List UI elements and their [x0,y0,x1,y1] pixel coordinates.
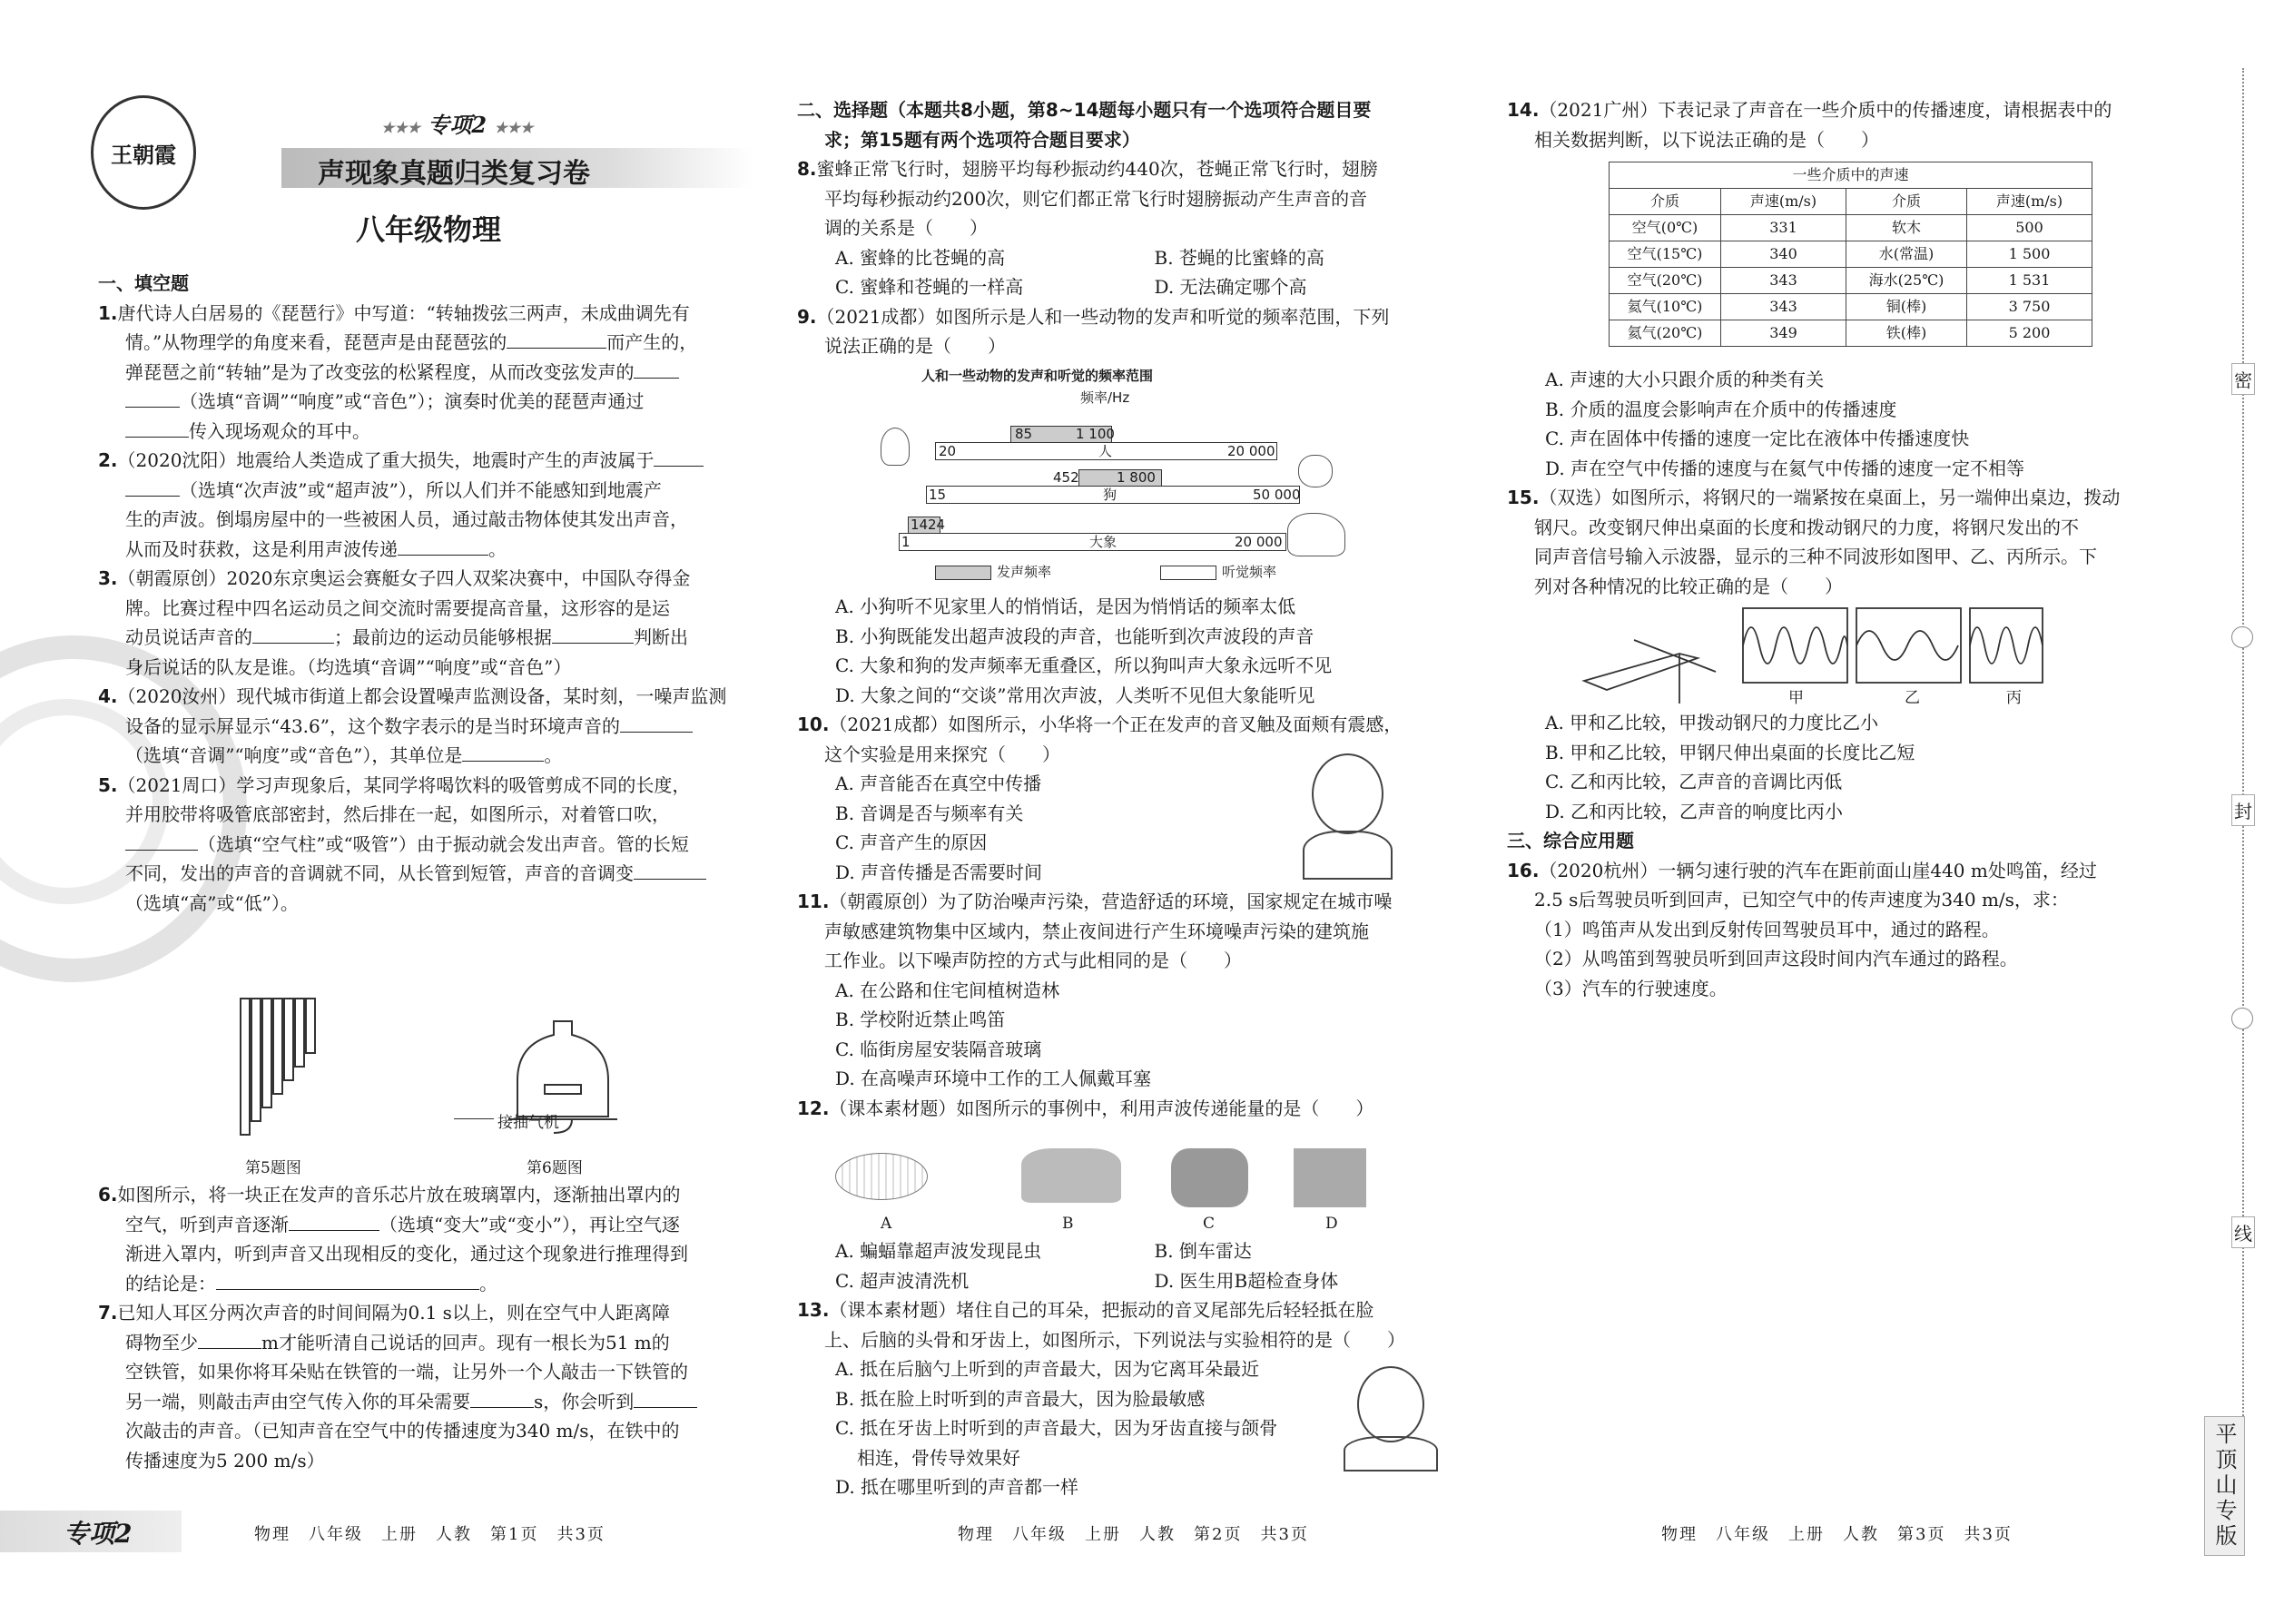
boy-head-icon [1357,1366,1424,1442]
binding-label-1: 密 [2231,363,2255,395]
legend-voice-swatch [935,566,991,580]
q15-option-c[interactable]: C. 乙和丙比较，乙声音的音调比丙低 [1545,771,1843,792]
figure-5-caption: 第5题图 [245,1159,301,1177]
table-header-row [1610,189,2092,215]
column-3-lower: A. 甲和乙比较，甲拨动钢尺的力度比乙小 B. 甲和乙比较，甲钢尺伸出桌面的长度比乙短 C. 乙和丙比较，乙声音的音调比丙低 D. 乙和丙比较，乙声音的响度比丙小 三、综合应用题 16.（2020杭州）一辆匀速行驶的汽车在距前面山崖440 m处鸣笛，经过 2.5 s后驾驶员听到回声，已知空气中的传声速度为340 m/s，求： （1）鸣笛声从发出到反射传回驾驶员耳中，通过的路程。 （2）从鸣笛到驾驶员听到回声这段时间内汽车通过的路程。 （3）汽车的行驶速度。 [1507,708,2179,1003]
blank[interactable] [634,358,679,379]
edition-label: 平顶山专版 [2204,1416,2245,1556]
frequency-chart [871,368,1344,590]
person-icon [881,428,910,466]
blank[interactable] [654,446,704,467]
section2-heading-2: 求；第15题有两个选项符合题目要求） [824,128,1140,151]
q15-ruler-and-waveforms [1580,604,2052,713]
q13: 13.（课本素材题）堵住自己的耳朵，把振动的音叉尾部先后轻轻抵在脸 [797,1299,1374,1321]
fig-d-label: D [1325,1215,1338,1233]
q10-option-a[interactable]: A. 声音能否在真空中传播 [835,773,1042,794]
page-subtitle: 八年级物理 [356,212,502,247]
q12-option-c[interactable]: C. 超声波清洗机 [835,1269,970,1292]
column-3: 14.（2021广州）下表记录了声音在一些介质中的传播速度，请根据表中的 相关数据判断，以下说法正确的是（ ） [1507,95,2179,154]
blank[interactable] [252,623,334,644]
binding-label-2: 封 [2231,794,2255,826]
table-row: 氦气(20℃) 349 铁(棒) 5 200 [1610,320,2092,347]
q9-option-c[interactable]: C. 大象和狗的发声频率无重叠区，所以狗叫声大象永远听不见 [835,655,1333,676]
figure-6-caption: 第6题图 [527,1159,583,1177]
table-caption: 一些介质中的声速 [1610,162,2092,189]
blank[interactable] [552,623,634,644]
q1: 1.唐代诗人白居易的《琵琶行》中写道：“转轴拨弦三两声，未成曲调先有 [98,301,690,324]
blank[interactable] [634,1387,697,1408]
table-header: 声速(m/s) [1721,189,1846,215]
dog-hear-min: 15 [929,487,947,503]
elephant-voice-max: 24 [928,517,946,533]
blank[interactable] [470,1387,534,1408]
q9-option-d[interactable]: D. 大象之间的“交谈”常用次声波，人类听不见但大象能听见 [835,684,1315,706]
q14-option-d[interactable]: D. 声在空气中传播的速度与在氦气中传播的速度一定不相等 [1545,457,2025,479]
elephant-hear-max: 20 000 [1235,534,1283,550]
q15-option-a[interactable]: A. 甲和乙比较，甲拨动钢尺的力度比乙小 [1545,712,1879,733]
girl-head-icon [1312,753,1383,834]
person-voice-min: 85 [1015,426,1033,442]
section3-heading: 三、综合应用题 [1507,830,1634,851]
legend-hear-label: 听觉频率 [1222,564,1277,580]
q11-option-d[interactable]: D. 在高噪声环境中工作的工人佩戴耳塞 [835,1068,1152,1089]
blank[interactable] [620,712,693,733]
blank[interactable] [634,859,706,880]
blank[interactable] [125,417,189,438]
q11-option-b[interactable]: B. 学校附近禁止鸣笛 [835,1009,1006,1030]
doctor-icon [1294,1148,1366,1207]
q12-option-a[interactable]: A. 蝙蝠靠超声波发现昆虫 [835,1240,1042,1262]
figure-5-straws [227,989,372,1144]
section1-heading: 一、填空题 [98,272,189,294]
table-header: 声速(m/s) [1967,189,2092,215]
blank[interactable] [198,1328,261,1349]
blank[interactable] [398,535,488,556]
waveform-c-label: 丙 [2006,689,2022,707]
q11-option-c[interactable]: C. 临街房屋安装隔音玻璃 [835,1038,1042,1060]
waveform-a-label: 甲 [1788,689,1804,707]
logo [91,95,196,210]
fig-a-label: A [881,1215,892,1233]
q8-option-a[interactable]: A. 蜜蜂的比苍蝇的高 [835,246,1006,269]
person-hear-max: 20 000 [1227,443,1275,459]
q6: 6.如图所示，将一块正在发声的音乐芯片放在玻璃罩内，逐渐抽出罩内的 [98,1184,681,1206]
blank[interactable] [462,741,544,762]
elephant-hear-min: 1 [901,534,911,550]
person-voice-max: 1 100 [1076,426,1115,442]
car-icon [1021,1148,1121,1203]
q2: 2.（2020沈阳）地震给人类造成了重大损失，地震时产生的声波属于 [98,446,761,476]
table-header: 介质 [1846,189,1967,215]
chart-title: 人和一些动物的发声和听觉的频率范围 [921,368,1154,384]
binding-circle-1 [2231,626,2253,648]
q13-option-b[interactable]: B. 抵在脸上时听到的声音最大，因为脸最敏感 [835,1387,1206,1410]
q15-option-b[interactable]: B. 甲和乙比较，甲钢尺伸出桌面的长度比乙短 [1545,741,1915,763]
q13-option-c[interactable]: C. 抵在牙齿上时听到的声音最大，因为牙齿直接与颌骨 [835,1417,1278,1439]
q11: 11.（朝霞原创）为了防治噪声污染，营造舒适的环境，国家规定在城市噪 [797,891,1393,912]
table-row: 空气(20℃) 343 海水(25℃) 1 531 [1610,268,2092,294]
elephant-icon [1287,513,1345,556]
q3: 3.（朝霞原创）2020东京奥运会赛艇女子四人双桨决赛中，中国队夺得金 [98,567,691,589]
table-header: 介质 [1610,189,1721,215]
q11-option-a[interactable]: A. 在公路和住宅间植树造林 [835,979,1060,1001]
person-hear-min: 20 [939,443,957,459]
table-row: 空气(15℃) 340 水(常温) 1 500 [1610,241,2092,268]
q10-option-c[interactable]: C. 声音产生的原因 [835,832,988,853]
dog-hear-max: 50 000 [1253,487,1301,503]
column-1-lower: 6.如图所示，将一块正在发声的音乐芯片放在玻璃罩内，逐渐抽出罩内的 空气，听到声音逐渐 （选填“变大”或“变小”），再让空气逐 渐进入罩内，听到声音又出现相反的变化，通过这个现象进行推理得到 的结论是： 。 7.已知人耳区分两次声音的时间间隔为0.1 s以上，则在空气中人距离障 碍物至少 m才能听清自己说话的回声。现有一根长为51 m的 空铁管，如果你将耳朵贴在铁管的一端，让另外一个人敲击一下铁管的 另一端，则敲击声由空气传入你的耳朵需要 s，你会听到 次敲击的声音。（已知声音在空气中的传播速度为340 m/s，在铁中的 传播速度为5 200 m/s） [98,1180,761,1475]
dog-icon [1298,455,1333,487]
q14: 14.（2021广州）下表记录了声音在一些介质中的传播速度，请根据表中的 [1507,99,2112,121]
dog-voice-min: 452 [1053,469,1079,486]
q7: 7.已知人耳区分两次声音的时间间隔为0.1 s以上，则在空气中人距离障 [98,1302,670,1324]
q4: 4.（2020汝州）现代城市街道上都会设置噪声监测设备，某时刻，一噪声监测 [98,685,727,707]
footer-badge: 专项2 [0,1511,182,1552]
blank[interactable] [125,387,180,408]
figure-6-label: 接抽气机 [497,1114,559,1132]
series-label: 专项2 [428,112,487,138]
q8-option-b[interactable]: B. 苍蝇的比蜜蜂的高 [1154,246,1324,269]
footer-page-2: 物理 八年级 上册 人教 第2页 共3页 [958,1525,1309,1544]
legend-voice-label: 发声频率 [997,564,1052,580]
footer-page-1: 物理 八年级 上册 人教 第1页 共3页 [254,1525,605,1544]
cleaner-icon [1171,1148,1248,1207]
binding-label-3: 线 [2231,1216,2255,1248]
q9: 9.（2021成都）如图所示是人和一些动物的发声和听觉的频率范围，下列 [797,305,1390,328]
q9-option-b[interactable]: B. 小狗既能发出超声波段的声音，也能听到次声波段的声音 [835,625,1314,647]
section2-heading-1: 二、选择题（本题共8小题，第8~14题每小题只有一个选项符合题目要 [797,99,1372,121]
q13-boy-figure [1344,1362,1434,1471]
chart-unit: 频率/Hz [1080,389,1130,406]
q12-option-d[interactable]: D. 医生用B超检查身体 [1154,1269,1339,1292]
waveform-b-label: 乙 [1905,689,1920,707]
q9-option-a[interactable]: A. 小狗听不见家里人的悄悄话，是因为悄悄话的频率太低 [835,595,1296,617]
bat-icon [835,1153,928,1200]
column-1: 一、填空题 1.唐代诗人白居易的《琵琶行》中写道：“转轴拨弦三两声，未成曲调先有 情。”从物理学的角度来看，琵琶声是由琵琶弦的 而产生的， 弹琵琶之前“转轴”是为了改变弦的松紧程度，从而改变弦发声的 （选填“音调”“响度”或“音色”）；演奏时优美的琵琶声通过 传入现场观众的耳中。 2.（2020沈阳）地震给人类造成了重大损失，地震时产生的声波属于 （选填“次声波”或“超声波”），所以人们并不能感知到地震产 生的声波。倒塌房屋中的一些被困人员，通过敲击物体使其发出声音， 从而及时获救，这是利用声波传递 。 3.（朝霞原创）2020东京奥运会赛艇女子四人双桨决赛中，中国队夺得金 牌。比赛过程中四名运动员之间交流时需要提高音量，这形容的是运 动员说话声音的 ；最前边的运动员能够根据 判断出 身后说话的队友是谁。（均选填“音调”“响度”或“音色”） 4.（2020汝州）现代城市街道上都会设置噪声监测设备，某时刻，一噪声监测 设备的显示屏显示“43.6”，这个数字表示的是当时环境声音的 （选填“音调”“响度”或“音色”），其单位是 。 5.（2021周口）学习声现象后，某同学将喝饮料的吸管剪成不同的长度， 并用胶带将吸管底部密封，然后排在一起，如图所示，对着管口吹， （选填“空气柱”或“吸管”）由于振动就会发出声音。管的长短 不同，发出的声音的音调就不同，从长管到短管，声音的音调变 （选填“高”或“低”）。 [98,269,761,918]
speed-table [1609,162,2092,347]
column-3-mid: A. 声速的大小只跟介质的种类有关 B. 介质的温度会影响声在介质中的传播速度 C. 声在固体中传播的速度一定比在液体中传播速度快 D. 声在空气中传播的速度与在氦气中传播的速度一定不相等 15.（双选）如图所示，将钢尺的一端紧按在桌面上，另一端伸出桌边，拨动 钢尺。改变钢尺伸出桌面的长度和拨动钢尺的力度，将钢尺发出的不 同声音信号输入示波器，显示的三种不同波形如图甲、乙、丙所示。下 列对各种情况的比较正确的是（ ） [1507,365,2179,601]
q12-figures [822,1135,1384,1235]
stars-right: ★★★ [494,119,534,136]
dog-name: 狗 [1103,487,1117,503]
blank[interactable] [125,476,180,497]
q16: 16.（2020杭州）一辆匀速行驶的汽车在距前面山崖440 m处鸣笛，经过 [1507,859,2097,881]
q14-option-b[interactable]: B. 介质的温度会影响声在介质中的传播速度 [1545,398,1897,420]
table-row: 空气(0℃) 331 软木 500 [1610,215,2092,241]
q12: 12.（课本素材题）如图所示的事例中，利用声波传递能量的是（ ） [797,1097,1374,1119]
legend-hear-swatch [1160,566,1216,580]
person-name: 人 [1098,443,1113,459]
q15: 15.（双选）如图所示，将钢尺的一端紧按在桌面上，另一端伸出桌边，拨动 [1507,487,2121,508]
q13-option-d[interactable]: D. 抵在哪里听到的声音都一样 [835,1476,1079,1498]
table-row: 氦气(10℃) 343 铜(棒) 3 750 [1610,294,2092,320]
column-2-lower: A. 蝙蝠靠超声波发现昆虫 B. 倒车雷达 C. 超声波清洗机 D. 医生用B超检查身体 13.（课本素材题）堵住自己的耳朵，把振动的音叉尾部先后轻轻抵在脸 上、后脑的头骨和牙齿上，如图所示，下列说法与实验相符的是（ ） A. 抵在后脑勺上听到的声音最大，因为它离耳朵最近 B. 抵在脸上时听到的声音最大，因为脸最敏感 C. 抵在牙齿上时听到的声音最大，因为牙齿直接与颌骨 相连，骨传导效果好 D. 抵在哪里听到的声音都一样 [797,1236,1473,1502]
q10-option-b[interactable]: B. 音调是否与频率有关 [835,802,1024,824]
q8-option-c[interactable]: C. 蜜蜂和苍蝇的一样高 [835,276,1024,298]
q8: 8.蜜蜂正常飞行时，翅膀平均每秒振动约440次，苍蝇正常飞行时，翅膀 [797,158,1378,180]
stars-left: ★★★ [381,119,421,136]
dog-voice-max: 1 800 [1117,469,1156,486]
footer-page-3: 物理 八年级 上册 人教 第3页 共3页 [1661,1525,2013,1544]
q13-option-a[interactable]: A. 抵在后脑勺上听到的声音最大，因为它离耳朵最近 [835,1358,1260,1380]
girl-body-icon [1303,831,1393,880]
q10: 10.（2021成都）如图所示，小华将一个正在发声的音叉触及面颊有震感， [797,714,1403,735]
binding-circle-2 [2231,1008,2253,1029]
q10-tuning-fork-girl-figure [1298,744,1398,881]
elephant-voice-min: 14 [911,517,929,533]
blank[interactable] [507,328,606,349]
figure-6-arrow [454,1118,494,1119]
boy-body-icon [1344,1436,1438,1471]
q10-option-d[interactable]: D. 声音传播是否需要时间 [835,861,1043,883]
q12-option-b[interactable]: B. 倒车雷达 [1154,1240,1252,1262]
blank[interactable] [216,1269,479,1290]
q8-option-d[interactable]: D. 无法确定哪个高 [1154,276,1307,298]
q5: 5.（2021周口）学习声现象后，某同学将喝饮料的吸管剪成不同的长度， [98,773,691,796]
fig-b-label: B [1062,1215,1074,1233]
column-2-mid: A. 小狗听不见家里人的悄悄话，是因为悄悄话的频率太低 B. 小狗既能发出超声波段的声音，也能听到次声波段的声音 C. 大象和狗的发声频率无重叠区，所以狗叫声大象永远听不见 D. 大象之间的“交谈”常用次声波，人类听不见但大象能听见 10.（2021成都）如图所示，小华将一个正在发声的音叉触及面颊有震感， 这个实验是用来探究（ ） A. 声音能否在真空中传播 B. 音调是否与频率有关 C. 声音产生的原因 D. 声音传播是否需要时间 11.（朝霞原创）为了防治噪声污染，营造舒适的环境，国家规定在城市噪 声敏感建筑物集中区域内，禁止夜间进行产生环境噪声污染的建筑施 工作业。以下噪声防控的方式与此相同的是（ ） A. 在公路和住宅间植树造林 B. 学校附近禁止鸣笛 C. 临街房屋安装隔音玻璃 D. 在高噪声环境中工作的工人佩戴耳塞 12.（课本素材题）如图所示的事例中，利用声波传递能量的是（ ） [797,592,1473,1123]
page-title: 声现象真题归类复习卷 [318,158,590,190]
logo-text: 王朝霞 [111,141,176,168]
column-2: 二、选择题（本题共8小题，第8~14题每小题只有一个选项符合题目要 求；第15题有两个选项符合题目要求） 8.蜜蜂正常飞行时，翅膀平均每秒振动约440次，苍蝇正常飞行时，翅膀 平均每秒振动约200次，则它们都正常飞行时翅膀振动产生声音的音 调的关系是（ ） A. 蜜蜂的比苍蝇的高 B. 苍蝇的比蜜蜂的高 C. 蜜蜂和苍蝇的一样高 D. 无法确定哪个高 9.（2021成都）如图所示是人和一些动物的发声和听觉的频率范围，下列 说法正确的是（ ） [797,95,1473,361]
q14-option-c[interactable]: C. 声在固体中传播的速度一定比在液体中传播速度快 [1545,428,1970,449]
blank[interactable] [289,1210,379,1231]
q15-option-d[interactable]: D. 乙和丙比较，乙声音的响度比丙小 [1545,800,1844,822]
q14-option-a[interactable]: A. 声速的大小只跟介质的种类有关 [1545,369,1825,390]
series-label-row [381,107,533,139]
fig-c-label: C [1203,1215,1216,1233]
elephant-name: 大象 [1089,534,1117,550]
blank[interactable] [125,830,198,851]
